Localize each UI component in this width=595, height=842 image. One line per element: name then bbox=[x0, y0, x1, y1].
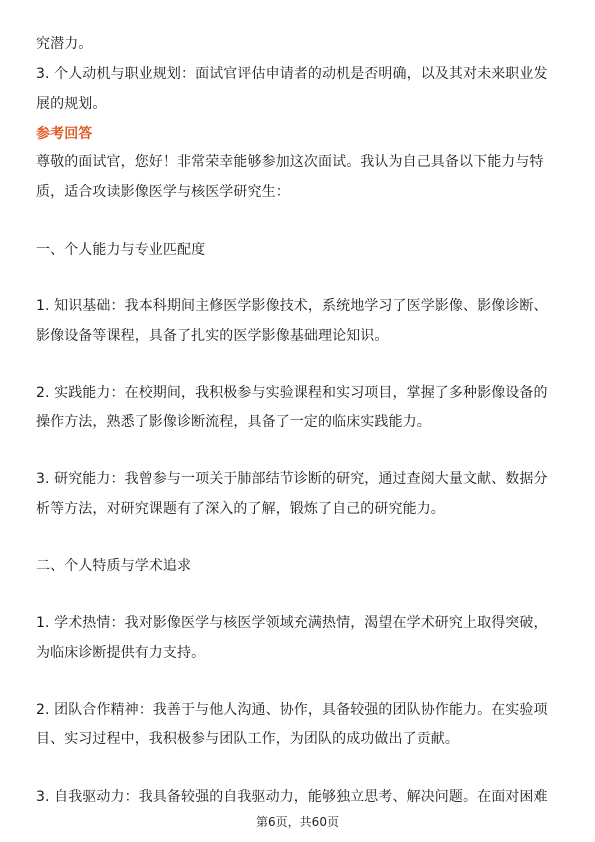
text-line: 目、实习过程中，我积极参与团队工作，为团队的成功做出了贡献。 bbox=[36, 731, 459, 747]
page-number-footer: 第6页，共60页 bbox=[256, 815, 339, 829]
text-line: 尊敬的面试官，您好！非常荣幸能够参加这次面试。我认为自己具备以下能力与特 bbox=[36, 154, 544, 170]
text-line: 2. 团队合作精神：我善于与他人沟通、协作，具备较强的团队协作能力。在实验项 bbox=[36, 702, 548, 718]
text-line: 操作方法，熟悉了影像诊断流程，具备了一定的临床实践能力。 bbox=[36, 414, 431, 430]
text-line: 1. 学术热情：我对影像医学与核医学领域充满热情，渴望在学术研究上取得突破， bbox=[36, 615, 548, 631]
text-line: 2. 实践能力：在校期间，我积极参与实验课程和实习项目，掌握了多种影像设备的 bbox=[36, 385, 548, 401]
answer-heading: 参考回答 bbox=[36, 126, 93, 142]
text-line: 展的规划。 bbox=[36, 96, 107, 112]
text-line: 究潜力。 bbox=[36, 36, 93, 52]
text-line: 3. 自我驱动力：我具备较强的自我驱动力，能够独立思考、解决问题。在面对困难 bbox=[36, 789, 548, 805]
text-line: 3. 个人动机与职业规划：面试官评估申请者的动机是否明确，以及其对未来职业发 bbox=[36, 66, 548, 82]
text-line: 影像设备等课程，具备了扎实的医学影像基础理论知识。 bbox=[36, 328, 389, 344]
text-line: 为临床诊断提供有力支持。 bbox=[36, 645, 206, 661]
text-line: 析等方法，对研究课题有了深入的了解，锻炼了自己的研究能力。 bbox=[36, 501, 445, 517]
section-heading: 一、个人能力与专业匹配度 bbox=[36, 242, 206, 258]
text-line: 3. 研究能力：我曾参与一项关于肺部结节诊断的研究，通过查阅大量文献、数据分 bbox=[36, 471, 548, 487]
text-line: 1. 知识基础：我本科期间主修医学影像技术，系统地学习了医学影像、影像诊断、 bbox=[36, 298, 548, 314]
section-heading: 二、个人特质与学术追求 bbox=[36, 558, 192, 574]
text-line: 质，适合攻读影像医学与核医学研究生： bbox=[36, 184, 290, 200]
